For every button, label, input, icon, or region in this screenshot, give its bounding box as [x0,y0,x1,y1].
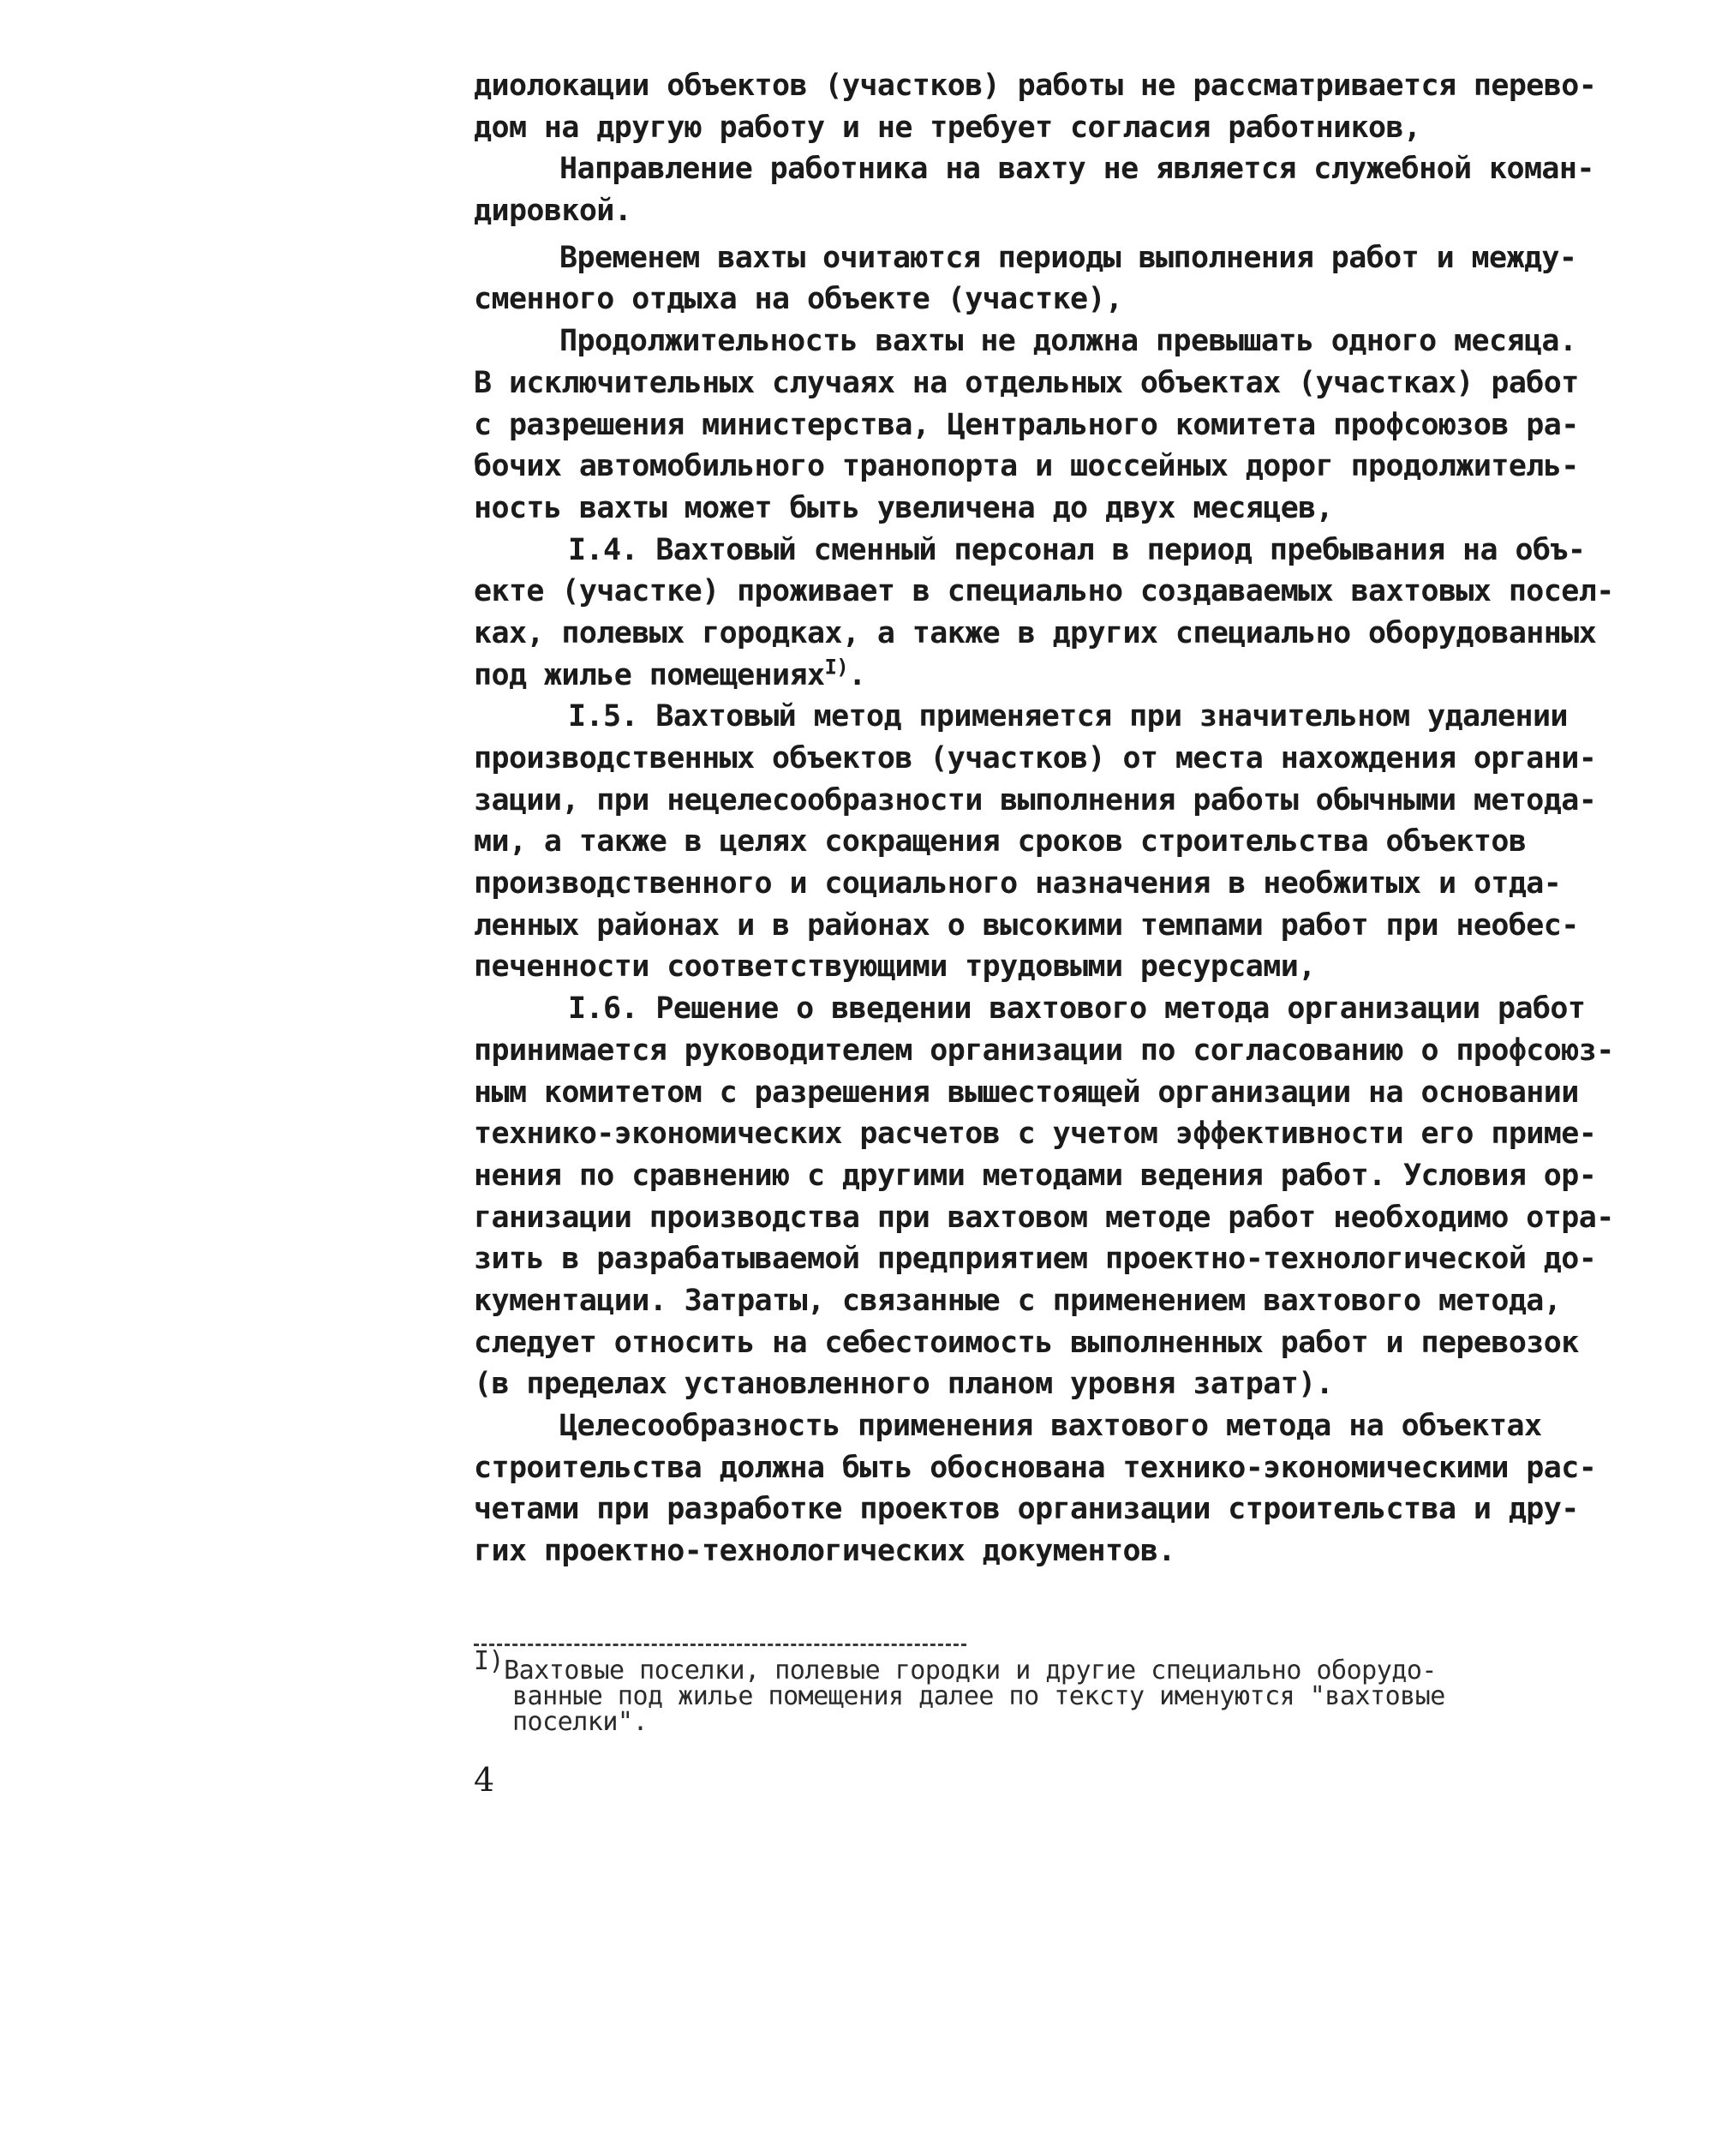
text-line: производственных объектов (участков) от места нахождения органи- [474,741,1597,776]
text-line: ность вахты может быть увеличена до двух месяцев, [474,490,1334,525]
text-line: гих проектно-технологических документов. [474,1534,1175,1569]
footnote-reference: I) [824,654,849,679]
footnote-separator [474,1644,966,1646]
text-line-content: под жилье помещениях [474,657,825,692]
text-line: сменного отдыха на объекте (участке), [474,282,1123,317]
paragraph-start: Временем вахты очитаются периоды выполнения работ и между- [559,240,1577,275]
text-line-with-footnote-ref [474,655,1613,697]
text-line: дом на другую работу и не требует согласия работников, [474,110,1421,145]
text-line: нения по сравнению с другими методами ведения работ. Условия ор- [474,1158,1597,1193]
text-line: В исключительных случаях на отдельных объектах (участках) работ [474,365,1579,400]
text-line: зации, при нецелесообразности выполнения работы обычными метода- [474,782,1597,817]
text-line: ганизации производства при вахтовом методе работ необходимо отра- [474,1200,1614,1235]
footnote-line [474,1646,1613,1686]
text-line: следует относить на себестоимость выполненных работ и перевозок [474,1325,1579,1360]
section-1-5-start: I.5. Вахтовый метод применяется при значительном удалении [568,699,1568,734]
section-1-4-start: I.4. Вахтовый сменный персонал в период пребывания на объ- [568,532,1586,567]
paragraph-start: Продолжительность вахты не должна превышать одного месяца. [559,324,1577,359]
footnote-line: поселки". [512,1707,649,1737]
main-text [474,65,1613,1572]
text-line: принимается руководителем организации по согласованию о профсоюз- [474,1033,1614,1068]
footnote [474,1646,1613,1737]
text-line: с разрешения министерства, Центрального комитета профсоюзов ра- [474,407,1579,442]
text-line: ным комитетом с разрешения вышестоящей организации на основании [474,1075,1579,1110]
paragraph-start: Целесообразность применения вахтового метода на объектах [559,1409,1542,1443]
text-line: печенности соответствующими трудовыми ресурсами, [474,949,1316,985]
line-end-period: . [848,657,866,692]
paragraph-start: Направление работника на вахту не является служебной коман- [559,152,1594,187]
footnote-line: ванные под жилье помещения далее по тексту именуются "вахтовые [512,1681,1445,1711]
text-line: ках, полевых городках, а также в других специально оборудованных [474,615,1597,650]
footnote-text: Вахтовые поселки, полевые городки и другие специально оборудо- [504,1656,1437,1686]
text-line: диолокации объектов (участков) работы не рассматривается перево- [474,69,1597,103]
text-line: технико-экономических расчетов с учетом эффективности его приме- [474,1117,1597,1152]
footnote-marker: I) [474,1646,505,1676]
text-line: (в пределах установленного планом уровня затрат). [474,1367,1334,1402]
text-line: екте (участке) проживает в специально создаваемых вахтовых посел- [474,574,1614,609]
section-1-6-start: I.6. Решение о введении вахтового метода организации работ [568,991,1586,1027]
text-line: четами при разработке проектов организации строительства и дру- [474,1492,1579,1527]
text-line: кументации. Затраты, связанные с применением вахтового метода, [474,1283,1562,1318]
page-number: 4 [474,1761,495,1799]
text-line: ленных районах и в районах о высокими темпами работ при необес- [474,907,1579,943]
text-line: зить в разрабатываемой предприятием проектно-технологической до- [474,1242,1597,1277]
text-line: бочих автомобильного транопорта и шоссейных дорог продолжитель- [474,449,1579,484]
text-line: дировкой. [474,194,632,229]
text-line: производственного и социального назначения в необжитых и отда- [474,866,1562,901]
text-line: строительства должна быть обоснована технико-экономическими рас- [474,1450,1597,1485]
text-line: ми, а также в целях сокращения сроков строительства объектов [474,824,1527,859]
